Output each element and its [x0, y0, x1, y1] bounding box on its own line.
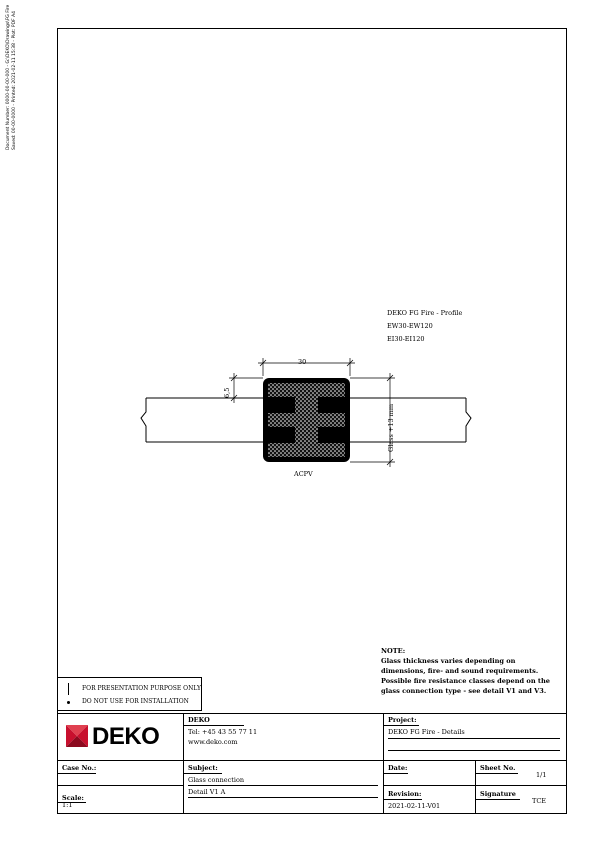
- note-line: Glass thickness varies depending on: [381, 657, 516, 665]
- stamp-line-1: FOR PRESENTATION PURPOSE ONLY: [82, 685, 201, 692]
- note-line: dimensions, fire- and sound requirements.: [381, 667, 539, 675]
- sheet-label: Sheet No.: [480, 764, 516, 772]
- h-profile: [263, 378, 350, 462]
- stamp-dot: [67, 701, 70, 704]
- company-tel: Tel: +45 43 55 77 11: [188, 728, 258, 736]
- presentation-stamp: [57, 677, 202, 711]
- project-label: Project:: [388, 716, 417, 724]
- profile-title: DEKO FG Fire - Profile: [387, 309, 463, 317]
- deko-logo-icon: [66, 725, 88, 747]
- note-line: glass connection type - see detail V1 and V3.: [381, 687, 547, 695]
- signature-label: Signature: [480, 790, 516, 798]
- side-dimension: 6,5: [223, 387, 231, 398]
- sheet-cell: [475, 760, 567, 786]
- profile-class-ew: EW30-EW120: [387, 322, 433, 330]
- project-cell: [383, 713, 567, 761]
- print-info-line-1: Document Number: 0000-00-00-000 - G:\DEKO\Drawings\FG Fire: [6, 4, 11, 150]
- company-cell: [183, 713, 384, 761]
- note-line: Possible fire resistance classes depend on the: [381, 677, 550, 685]
- subject-line-2: Detail V1 A: [188, 788, 226, 796]
- date-label: Date:: [388, 764, 408, 772]
- company-web: www.deko.com: [188, 738, 238, 746]
- stamp-marker: [68, 683, 69, 695]
- signature-value: TCE: [532, 797, 547, 805]
- logo-cell: [57, 713, 184, 761]
- note-block: [381, 646, 550, 696]
- scale-cell: [57, 785, 184, 814]
- profile-class-ei: EI30-EI120: [387, 335, 425, 343]
- logo-text: DEKO: [92, 723, 160, 750]
- material-label: ACPV: [294, 470, 313, 478]
- right-glass-pane: [350, 398, 471, 442]
- scale-value: 1:1: [62, 801, 73, 809]
- case-label: Case No.:: [62, 764, 97, 772]
- subject-line-1: Glass connection: [188, 776, 245, 784]
- note-title: NOTE:: [381, 647, 406, 655]
- revision-value: 2021-02-11-V01: [388, 802, 441, 810]
- project-value: DEKO FG Fire - Details: [388, 728, 465, 736]
- signature-cell: [475, 785, 567, 814]
- print-info-line-2: Saved: 00-00-0000 - Printed: 2021-02-11 15:38 - Plot: PDF A4: [12, 10, 17, 150]
- case-cell: [57, 760, 184, 786]
- date-cell: [383, 760, 476, 786]
- glass-dimension: Glass +13 mm: [387, 404, 395, 452]
- left-glass-pane: [141, 398, 263, 442]
- width-dimension: 30: [298, 358, 307, 366]
- revision-cell: [383, 785, 476, 814]
- stamp-line-2: DO NOT USE FOR INSTALLATION: [82, 698, 189, 705]
- revision-label: Revision:: [388, 790, 422, 798]
- company-name: DEKO: [188, 716, 210, 724]
- sheet-value: 1/1: [536, 771, 547, 779]
- subject-label: Subject:: [188, 764, 218, 772]
- subject-cell: [183, 760, 384, 814]
- scale-label: Scale:: [62, 794, 84, 802]
